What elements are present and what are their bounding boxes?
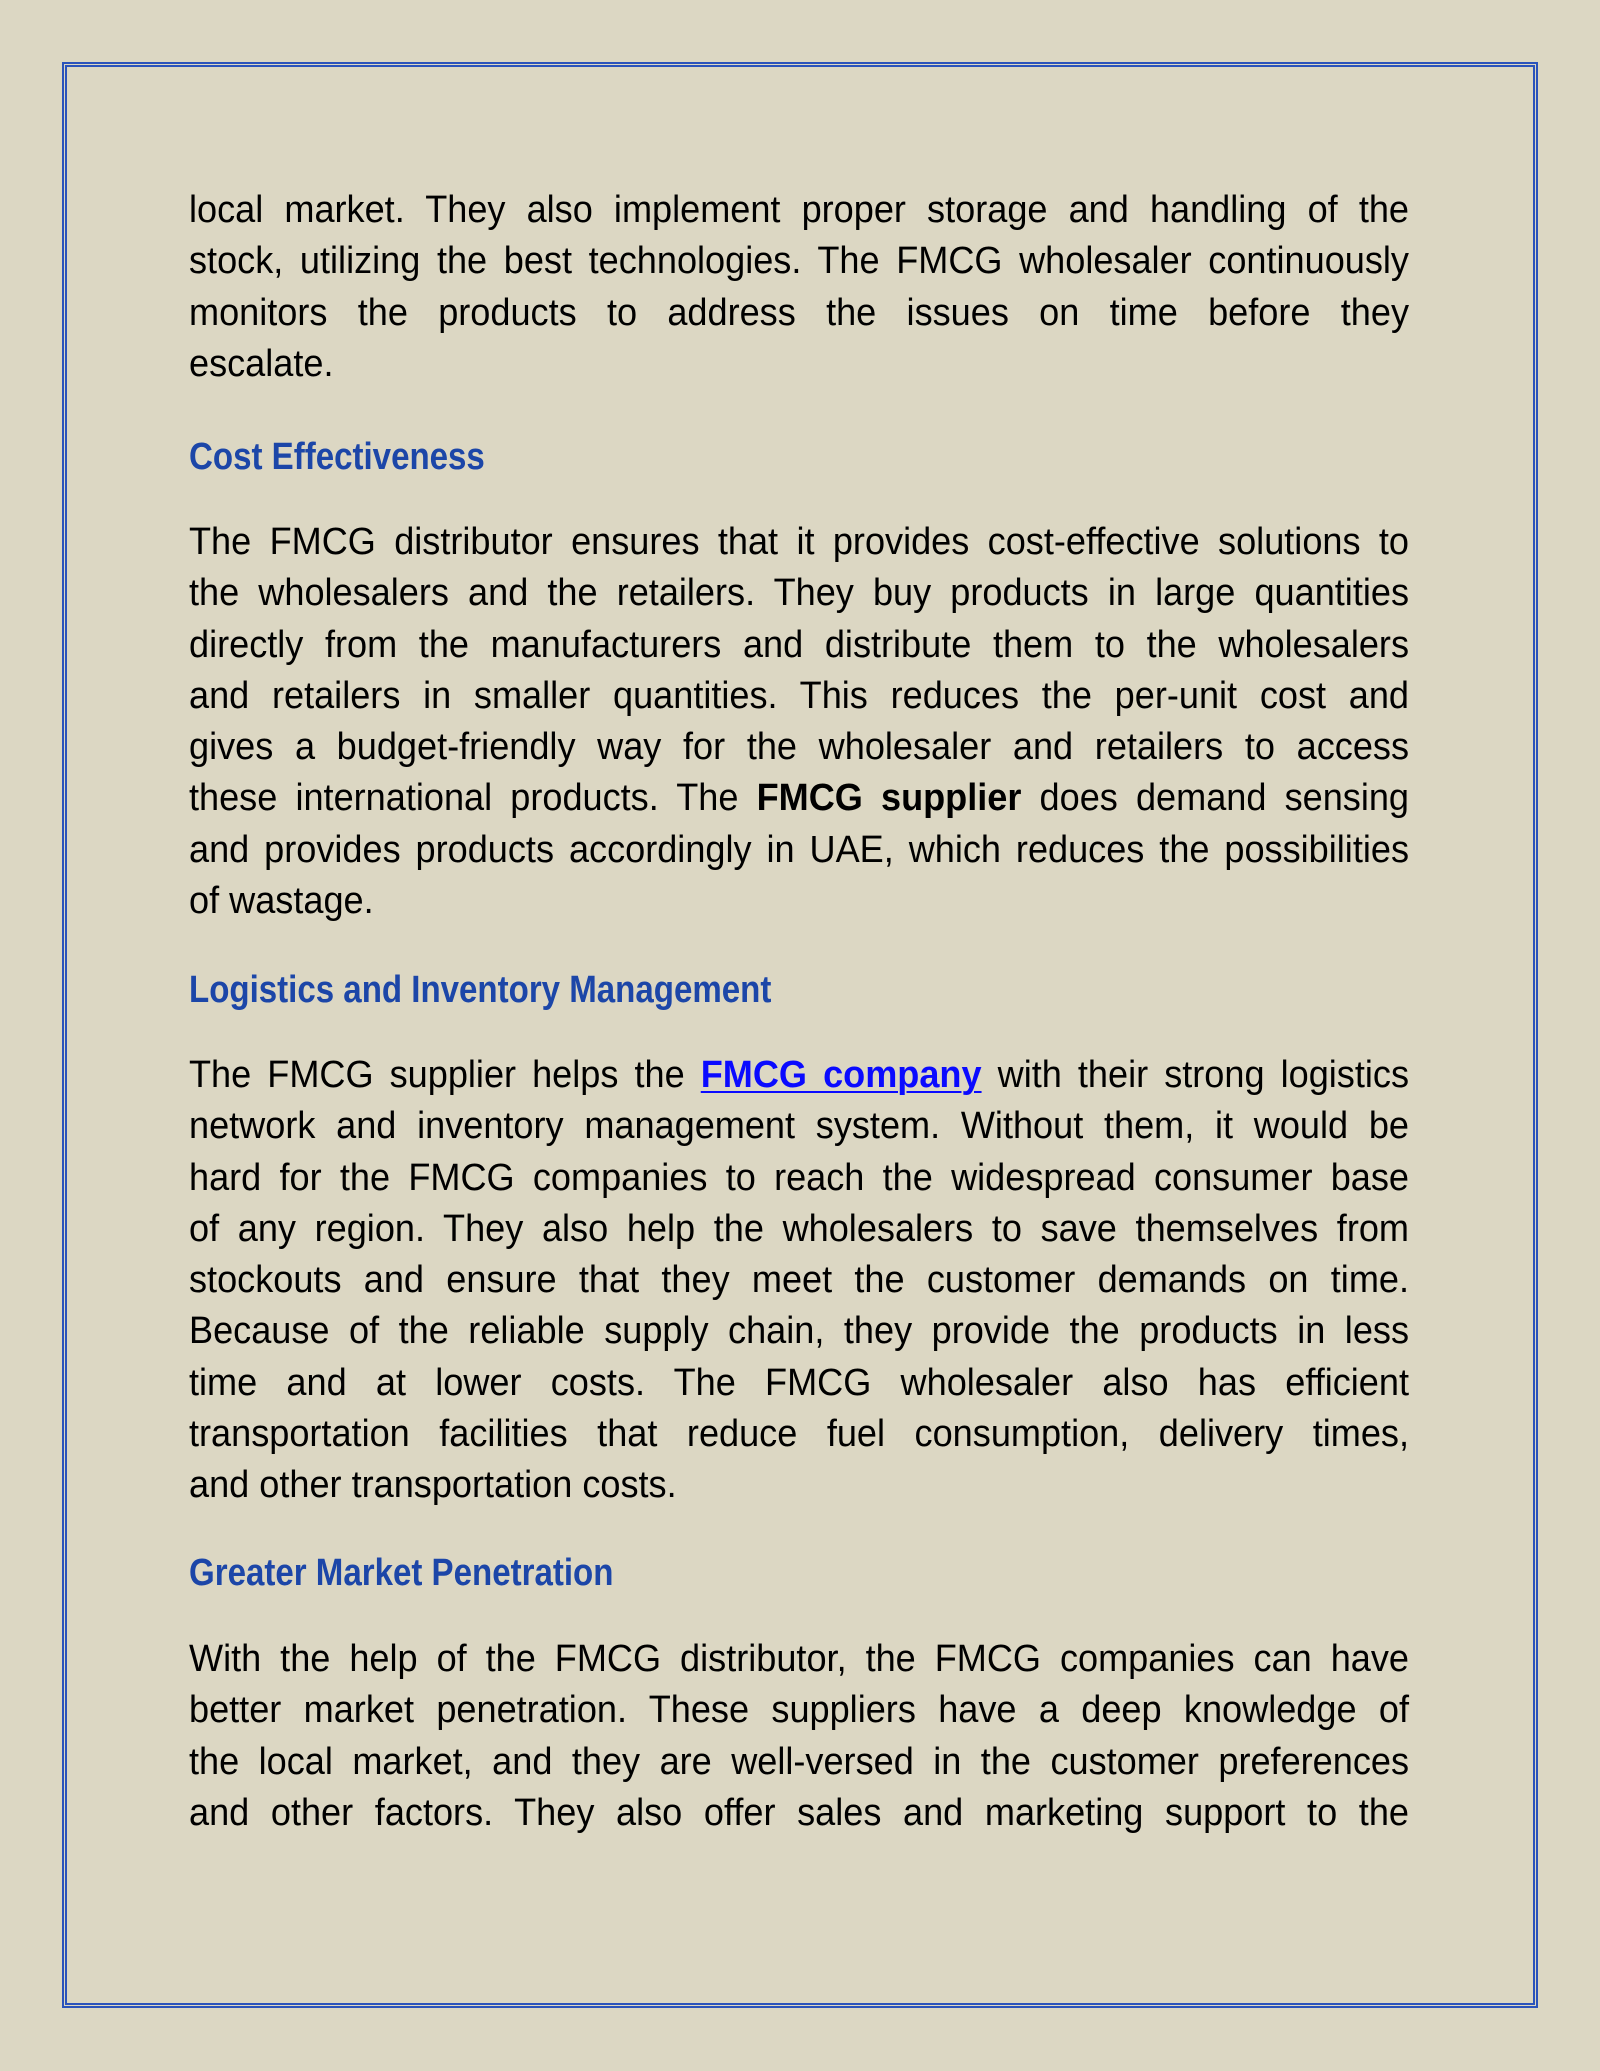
paragraph-market-penetration — [189, 1634, 1409, 1839]
text-line — [189, 1460, 1348, 1511]
text-segment: network and inventory management system. Without them, it would be — [189, 1105, 1409, 1148]
text-segment: With the help of the FMCG distributor, the FMCG companies can have — [189, 1638, 1409, 1680]
text-segment: time and at lower costs. The FMCG wholesaler also has efficient — [189, 1361, 1410, 1404]
text-segment: Greater Market Penetration — [189, 1552, 614, 1594]
text-segment: monitors the products to address the issues on time before they — [189, 291, 1410, 334]
text-segment: hard for the FMCG companies to reach the widespread consumer base — [189, 1156, 1410, 1199]
text-line — [189, 339, 1348, 390]
text-line — [189, 568, 1409, 619]
text-segment: local market. They also implement proper storage and handling of the — [189, 189, 1410, 231]
text-segment: stock, utilizing the best technologies. The FMCG wholesaler continuously — [189, 240, 1409, 283]
text-segment: these international products. The — [189, 777, 757, 820]
text-line — [189, 1050, 1410, 1101]
paragraph-storage-handling — [189, 185, 1409, 390]
text-segment: and other transportation costs. — [189, 1464, 677, 1507]
text-segment: transportation facilities that reduce fuel consumption, delivery times, — [189, 1413, 1410, 1456]
heading-text — [189, 965, 1250, 1016]
heading-logistics-inventory — [189, 965, 1409, 1016]
text-line — [189, 1788, 1409, 1839]
text-line — [189, 1255, 1410, 1306]
text-segment: escalate. — [189, 342, 334, 385]
text-line — [189, 1358, 1410, 1409]
text-segment: and other factors. They also offer sales and marketing support to the — [189, 1791, 1409, 1834]
fmcg-company-link[interactable]: FMCG company — [700, 1054, 982, 1096]
paragraph-cost-effectiveness — [189, 517, 1409, 927]
text-line — [189, 671, 1410, 722]
text-line — [189, 620, 1410, 671]
text-segment: directly from the manufacturers and distribute them to the wholesalers — [189, 623, 1410, 666]
text-line — [189, 825, 1410, 876]
text-line — [189, 1685, 1410, 1736]
text-line — [189, 1409, 1410, 1460]
text-line — [189, 876, 1348, 927]
text-line — [189, 236, 1409, 287]
bold-phrase: FMCG supplier — [756, 777, 1022, 820]
text-line — [189, 1101, 1409, 1152]
heading-cost-effectiveness — [189, 432, 1409, 483]
text-line — [189, 722, 1409, 773]
text-line — [189, 1153, 1410, 1204]
text-segment: stockouts and ensure that they meet the customer demands on time. — [189, 1259, 1410, 1302]
text-segment: The FMCG supplier helps the — [189, 1054, 701, 1096]
text-line — [189, 288, 1410, 339]
text-line — [189, 1634, 1409, 1685]
text-segment: and retailers in smaller quantities. This reduces the per-unit cost and — [189, 674, 1410, 717]
text-line — [189, 1737, 1410, 1788]
paragraph-logistics-inventory — [189, 1050, 1409, 1512]
text-segment: Logistics and Inventory Management — [189, 969, 772, 1011]
text-segment: better market penetration. These suppliers have a deep knowledge of — [189, 1689, 1410, 1732]
text-segment: Cost Effectiveness — [189, 436, 485, 478]
heading-market-penetration — [189, 1548, 1409, 1599]
text-line — [189, 517, 1409, 568]
text-line — [189, 1204, 1409, 1255]
heading-text — [189, 432, 1250, 483]
text-segment: does demand sensing — [1021, 777, 1410, 820]
text-line — [189, 773, 1410, 824]
text-line — [189, 1306, 1409, 1357]
text-segment: of any region. They also help the wholesalers to save themselves from — [189, 1207, 1409, 1250]
text-segment: with their strong logistics — [981, 1054, 1410, 1096]
text-segment: of wastage. — [189, 880, 374, 923]
text-segment: gives a budget-friendly way for the wholesaler and retailers to access — [189, 726, 1409, 769]
heading-text — [189, 1548, 1250, 1599]
text-segment: Because of the reliable supply chain, they provide the products in less — [189, 1310, 1409, 1353]
text-line — [189, 185, 1410, 236]
text-segment: and provides products accordingly in UAE, which reduces the possibilities — [189, 828, 1410, 871]
text-segment: the wholesalers and the retailers. They buy products in large quantities — [189, 572, 1409, 615]
text-segment: The FMCG distributor ensures that it provides cost-effective solutions to — [189, 521, 1409, 563]
text-segment: the local market, and they are well-versed in the customer preferences — [189, 1740, 1410, 1783]
